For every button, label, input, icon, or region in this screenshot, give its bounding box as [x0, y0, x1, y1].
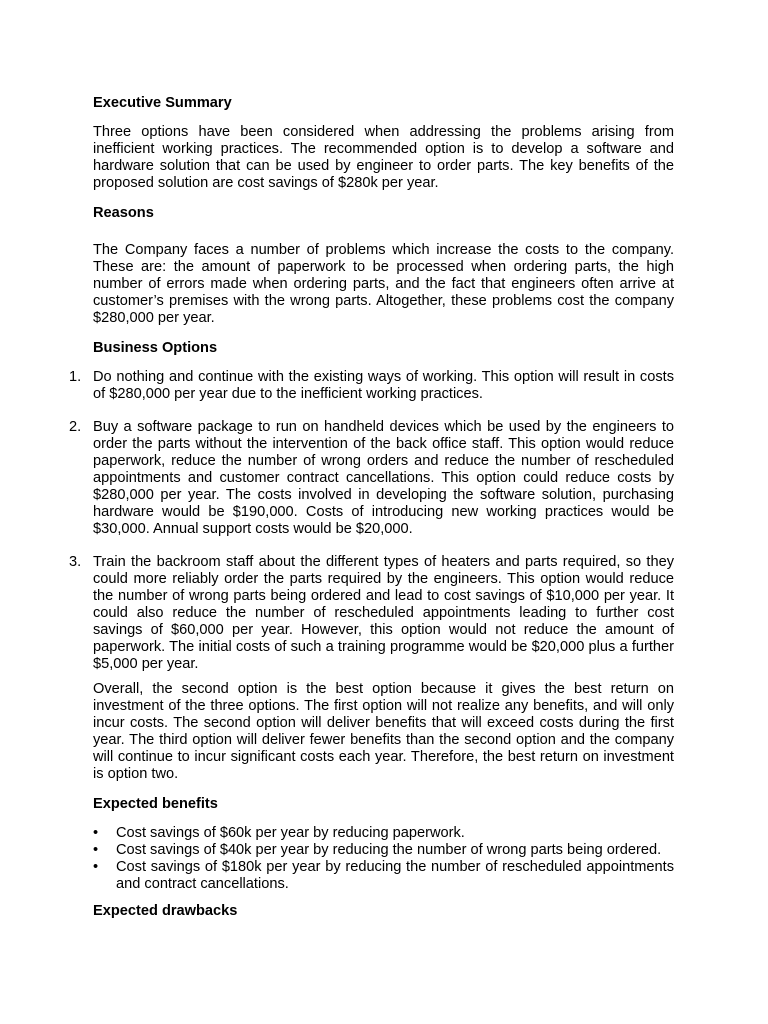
option-text: Train the backroom staff about the different types of heaters and parts required, so they could more reliably order the parts required by the engineers. This option would reduce the number of wrong parts being ordered and lead to cost savings of $10,000 per year. It could also reduce the number of rescheduled appointments leading to further cost savings of $60,000 per year. However, this option would not reduce the amount of paperwork. The initial costs of such a training programme would be $20,000 plus a further $5,000 per year. — [93, 554, 674, 672]
reasons-text: The Company faces a number of problems which increase the costs to the company. These are: the amount of paperwork to be processed when ordering parts, the high number of errors made when ordering parts, and the fact that engineers often arrive at customer’s premises with the wrong parts. Altogether, these problems cost the company $280,000 per year. — [93, 242, 674, 326]
options-conclusion-text: Overall, the second option is the best option because it gives the best return on investment of the three options. The first option will not realize any benefits, and will only incur costs. The second option will deliver benefits that will exceed costs during the first year. The third option will deliver fewer benefits than the second option and the company will continue to incur significant costs each year. Therefore, the best return on investment is option two. — [93, 681, 674, 782]
option-number: 3. — [69, 554, 82, 570]
option-number: 2. — [69, 419, 82, 435]
business-option-item — [69, 419, 674, 538]
option-number: 1. — [69, 369, 82, 385]
business-options-heading: Business Options — [93, 340, 218, 356]
benefit-item — [93, 842, 674, 859]
benefit-text: Cost savings of $40k per year by reducing the number of wrong parts being ordered. — [116, 842, 662, 858]
business-option-item — [69, 554, 674, 673]
option-text: Buy a software package to run on handheld devices which be used by the engineers to order the parts without the intervention of the back office staff. This option would reduce paperwork, reduce the number of wrong orders and reduce the number of rescheduled appointments and customer contract cancellations. This option could reduce costs by $280,000 per year. The costs involved in developing the software solution, purchasing hardware would be $190,000. Costs of introducing new working practices would be $30,000. Annual support costs would be $20,000. — [93, 419, 674, 537]
benefit-text: Cost savings of $60k per year by reducing paperwork. — [116, 825, 465, 841]
expected-benefits-heading: Expected benefits — [93, 796, 218, 812]
business-option-item — [69, 369, 674, 403]
reasons-heading: Reasons — [93, 205, 154, 221]
expected-drawbacks-heading: Expected drawbacks — [93, 903, 238, 919]
benefit-item — [93, 825, 674, 842]
expected-benefits-list — [93, 825, 674, 893]
benefit-item — [93, 859, 674, 893]
executive-summary-text: Three options have been considered when addressing the problems arising from inefficient working practices. The recommended option is to develop a software and hardware solution that can be used by engineer to order parts. The key benefits of the proposed solution are cost savings of $280k per year. — [93, 124, 674, 191]
executive-summary-heading: Executive Summary — [93, 95, 232, 111]
bullet-icon: • — [93, 859, 99, 875]
benefit-text: Cost savings of $180k per year by reducing the number of rescheduled appointments and contract cancellations. — [116, 859, 674, 892]
bullet-icon: • — [93, 842, 99, 858]
business-options-list — [69, 369, 674, 673]
bullet-icon: • — [93, 825, 99, 841]
option-text: Do nothing and continue with the existing ways of working. This option will result in costs of $280,000 per year due to the inefficient working practices. — [93, 369, 674, 402]
